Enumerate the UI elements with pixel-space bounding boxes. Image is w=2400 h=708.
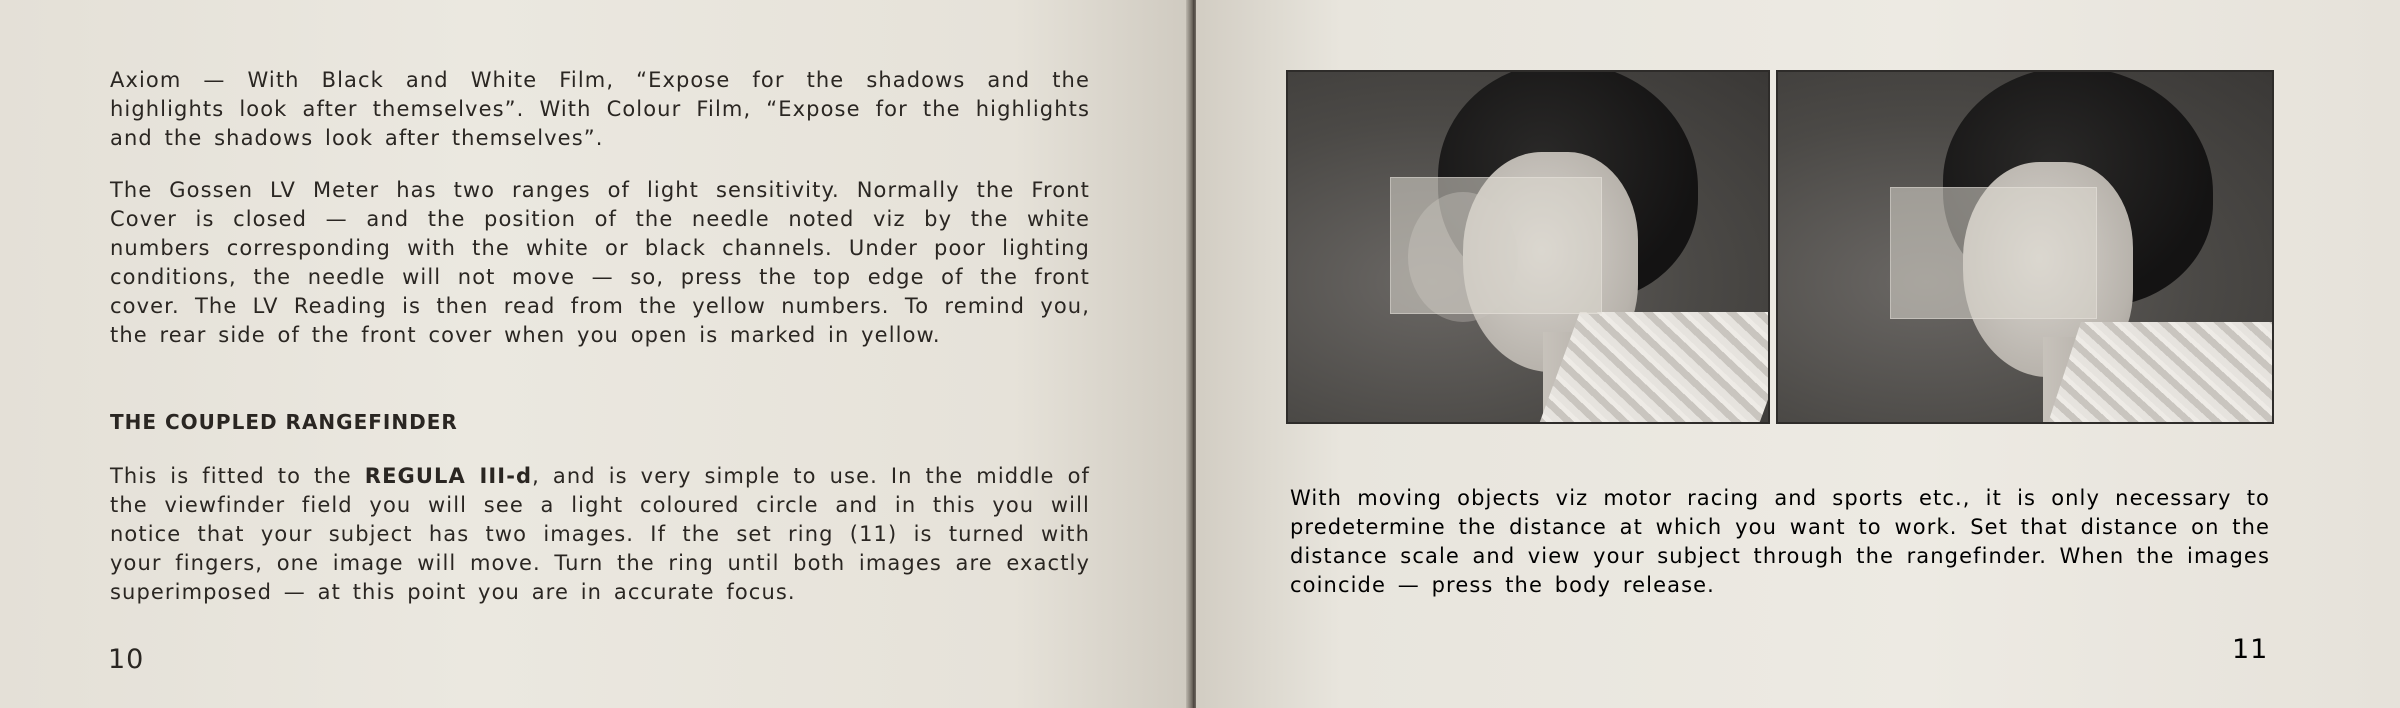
moving-objects-paragraph: With moving objects viz motor racing and sports etc., it is only necessary to predetermine the distance at which you want to work. Set that distance on the distance scale and view your subject through the rangefinder. When the images coincide — press the body release. (1290, 486, 2270, 597)
coupled-rangefinder-heading: THE COUPLED RANGEFINDER (110, 410, 458, 434)
collar-shape (2045, 322, 2274, 424)
regula-text-before: This is fitted to the (110, 464, 365, 488)
left-page (0, 0, 1192, 708)
page-number-right: 11 (2232, 634, 2269, 665)
rangefinder-patch (1390, 177, 1602, 314)
rangefinder-coincident-image-photo (1776, 70, 2274, 424)
gossen-meter-paragraph: The Gossen LV Meter has two ranges of light sensitivity. Normally the Front Cover is closed — and the position of the needle noted viz by the white numbers corresponding with the white or black channels. Under poor lighting conditions, the needle will not move — so, press the top edge of the front cover. The LV Reading is then read from the yellow numbers. To remind you, the rear side of the front cover when you open is marked in yellow. (110, 178, 1090, 347)
regula-model-name: REGULA III-d (364, 464, 533, 488)
axiom-paragraph: Axiom — With Black and White Film, “Expose for the shadows and the highlights look after themselves”. With Colour Film, “Expose for the highlights and the shadows look after themselves”. (110, 68, 1090, 150)
rangefinder-split-image-photo (1286, 70, 1770, 424)
rangefinder-patch (1890, 187, 2097, 319)
page-number-left: 10 (108, 644, 145, 675)
regula-text-after: , and is very simple to use. In the middle of the viewfinder field you will see a light coloured circle and in this you will notice that your subject has two images. If the set ring (11) is turned with your fingers, one image will move. Turn the ring until both images are exactly superimposed — at this point you are in accurate focus. (110, 464, 1091, 604)
regula-paragraph (110, 462, 1090, 607)
